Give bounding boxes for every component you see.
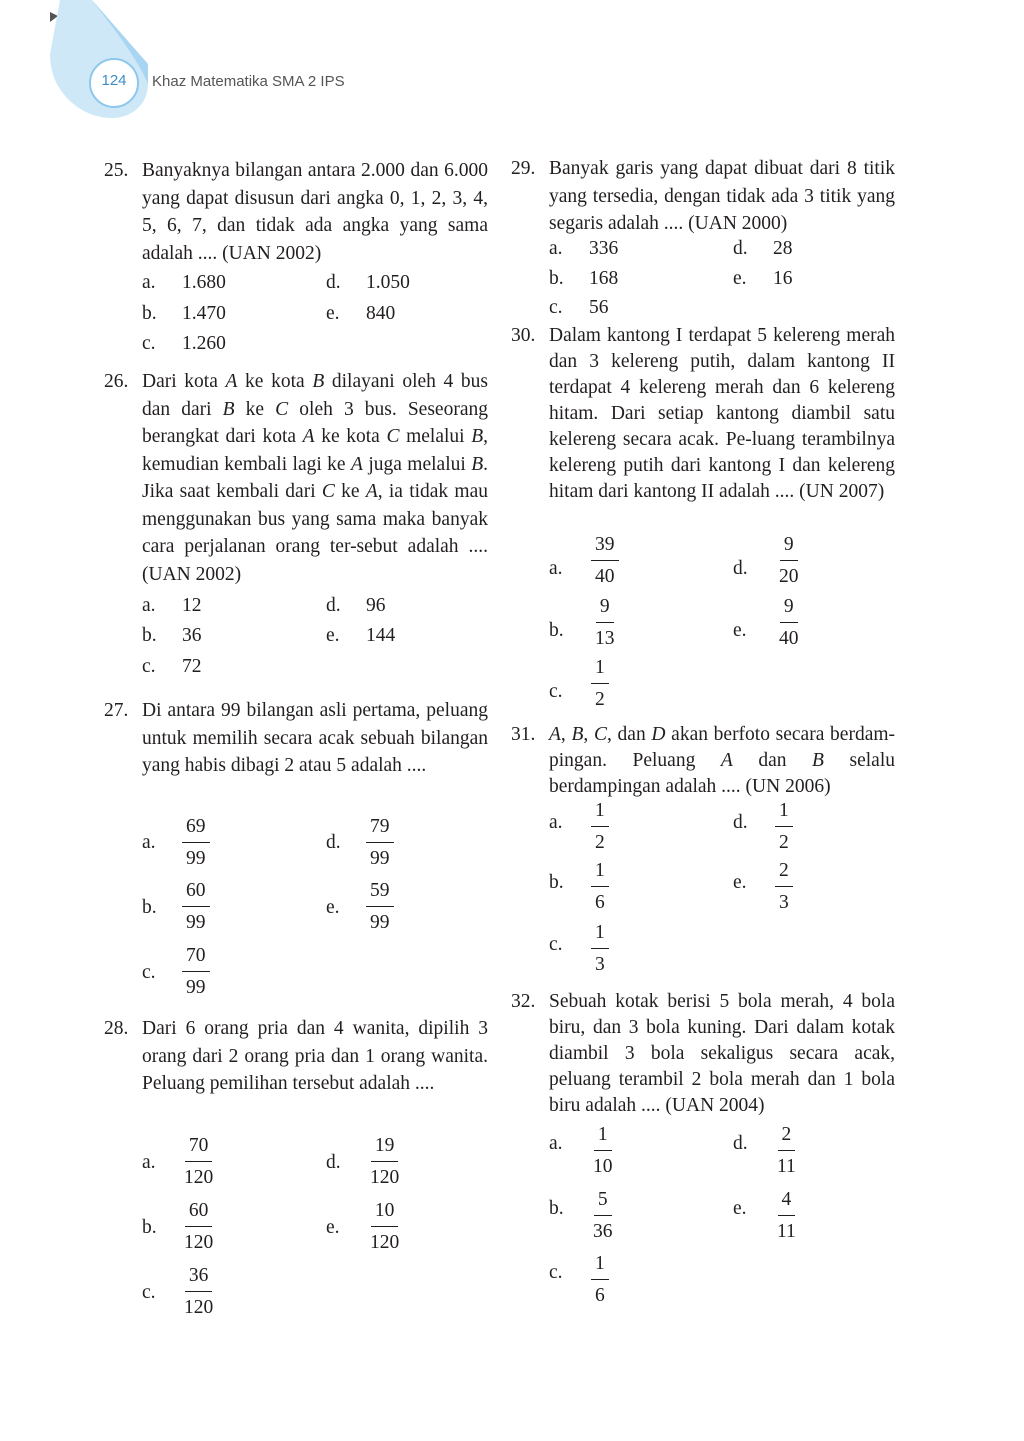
header-decoration-icon xyxy=(0,0,200,120)
fraction: $\frac{60}{120}$ xyxy=(184,1200,214,1253)
fraction: $\frac{9}{13}$ xyxy=(595,596,615,649)
question-stem: Sebuah kotak berisi 5 bola merah, 4 bola biru, dan 3 bola kuning. Dari dalam kotak diambil 3 bola sekaligus secara acak, peluang terambil 2 bola merah dan 1 bola biru adalah .... (UAN 2004) xyxy=(549,991,895,1116)
fraction: $\frac{59}{99}$ xyxy=(366,878,394,935)
page-header xyxy=(0,0,1024,120)
fraction: $\frac{60}{99}$ xyxy=(182,878,210,935)
fraction: $\frac{2}{11}$ xyxy=(777,1124,796,1177)
fraction: $\frac{70}{99}$ xyxy=(182,943,210,1000)
fraction: $\frac{1}{2}$ xyxy=(591,798,609,855)
fraction: $\frac{9}{40}$ xyxy=(779,596,799,649)
book-title: Khaz Matematika SMA 2 IPS xyxy=(152,73,345,90)
fraction: $\frac{1}{6}$ xyxy=(591,858,609,915)
fraction: $\frac{1}{2}$ xyxy=(775,798,793,855)
question-number: 27. xyxy=(104,700,129,721)
question-stem: Dari kota A ke kota B dilayani oleh 4 bus dan dari B ke C oleh 3 bus. Seseorang berangkat dari kota A ke kota C melalui B, kemudian kembali lagi ke A juga melalui B. Jika saat kembali dari C ke A, ia tidak mau menggunakan bus yang sama maka banyak cara perjalanan orang ter-sebut adalah .... (UAN 2002) xyxy=(142,371,489,585)
question-stem: Banyak garis yang dapat dibuat dari 8 titik yang tersedia, dengan tidak ada 3 titik yang segaris adalah .... (UAN 2000) xyxy=(549,158,895,234)
fraction: $\frac{10}{120}$ xyxy=(370,1200,400,1253)
question-stem: Dalam kantong I terdapat 5 kelereng merah dan 3 kelereng putih, dalam kantong II terdapat 4 kelereng merah dan 6 kelereng hitam. Dari setiap kantong diambil satu kelereng secara acak. Pe-luang terambilnya kelereng putih dari kantong I dan kelereng hitam dari kantong II adalah .... (UN 2007) xyxy=(549,325,895,502)
question-stem: Di antara 99 bilangan asli pertama, peluang untuk memilih secara acak sebuah bilangan yang habis dibagi 2 atau 5 adalah .... xyxy=(142,700,488,776)
fraction: $\frac{70}{120}$ xyxy=(184,1135,214,1188)
fraction: $\frac{1}{2}$ xyxy=(591,655,609,712)
page-number: 124 xyxy=(101,72,127,89)
question-number: 30. xyxy=(511,325,536,346)
question-number: 32. xyxy=(511,991,536,1012)
fraction: $\frac{39}{40}$ xyxy=(591,532,619,589)
fraction: $\frac{5}{36}$ xyxy=(593,1189,613,1242)
fraction: $\frac{9}{20}$ xyxy=(779,534,799,587)
fraction: $\frac{79}{99}$ xyxy=(366,814,394,871)
question-stem: A, B, C, dan D akan berfoto secara berdam-pingan. Peluang A dan B selalu berdampingan adalah .... (UN 2006) xyxy=(549,724,896,797)
fraction: $\frac{1}{10}$ xyxy=(593,1124,613,1177)
question-number: 31. xyxy=(511,724,536,745)
fraction: $\frac{1}{6}$ xyxy=(591,1251,609,1308)
fraction: $\frac{1}{3}$ xyxy=(591,920,609,977)
question-stem: Dari 6 orang pria dan 4 wanita, dipilih 3 orang dari 2 orang pria dan 1 orang wanita. Peluang pemilihan tersebut adalah .... xyxy=(142,1018,488,1094)
fraction: $\frac{36}{120}$ xyxy=(184,1265,214,1318)
fraction: $\frac{2}{3}$ xyxy=(775,858,793,915)
question-number: 25. xyxy=(104,160,129,181)
question-number: 29. xyxy=(511,158,536,179)
question-number: 26. xyxy=(104,371,129,392)
fraction: $\frac{19}{120}$ xyxy=(370,1135,400,1188)
question-stem: Banyaknya bilangan antara 2.000 dan 6.000 yang dapat disusun dari angka 0, 1, 2, 3, 4, 5, 6, 7, dan tidak ada angka yang sama adalah .... (UAN 2002) xyxy=(142,160,488,264)
question-number: 28. xyxy=(104,1018,129,1039)
fraction: $\frac{69}{99}$ xyxy=(182,814,210,871)
fraction: $\frac{4}{11}$ xyxy=(777,1189,796,1242)
